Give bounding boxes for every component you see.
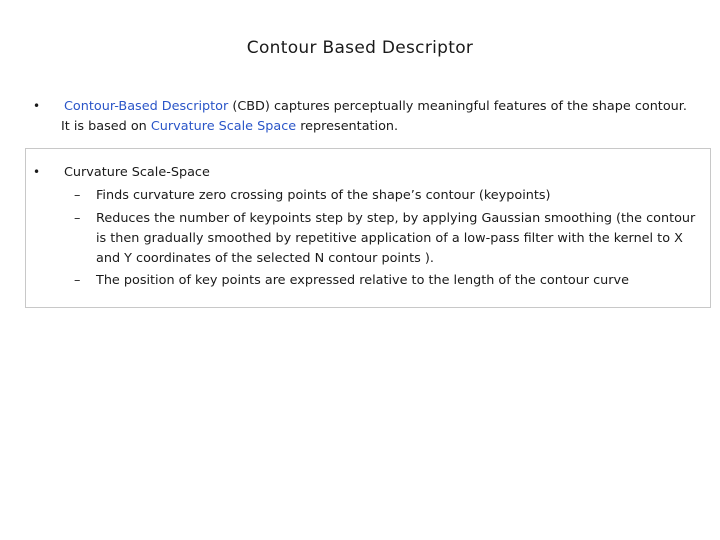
- bullet1-line2: [61, 117, 398, 136]
- bullet2-heading: Curvature Scale-Space: [64, 165, 210, 180]
- bullet1-line2-pre: It is based on: [61, 119, 151, 134]
- bullet1-rest: (CBD) captures perceptually meaningful features of the shape contour.: [228, 99, 687, 114]
- slide-title: Contour Based Descriptor: [246, 38, 474, 58]
- bullet-marker: •: [33, 165, 41, 179]
- css-term: Curvature Scale Space: [150, 119, 297, 134]
- dash-marker: –: [74, 188, 81, 203]
- sub-item-3: The position of key points are expressed relative to the length of the contour curve: [96, 273, 629, 288]
- sub-item-2-line-2: is then gradually smoothed by repetitive application of a low-pass filter with the kernel to X: [96, 231, 683, 246]
- sub-item-2-line-1: Reduces the number of keypoints step by step, by applying Gaussian smoothing (the contour: [96, 211, 696, 226]
- bullet1-line2-post: representation.: [296, 119, 399, 134]
- sub-item-1: Finds curvature zero crossing points of the shape’s contour (keypoints): [96, 188, 551, 203]
- dash-marker: –: [74, 211, 81, 226]
- sub-item-2-line-3: and Y coordinates of the selected N contour points ).: [96, 251, 434, 266]
- cbd-term: Contour-Based Descriptor: [64, 99, 229, 114]
- bullet-marker: •: [33, 99, 41, 113]
- dash-marker: –: [74, 273, 81, 288]
- bullet1-line1: [64, 97, 687, 116]
